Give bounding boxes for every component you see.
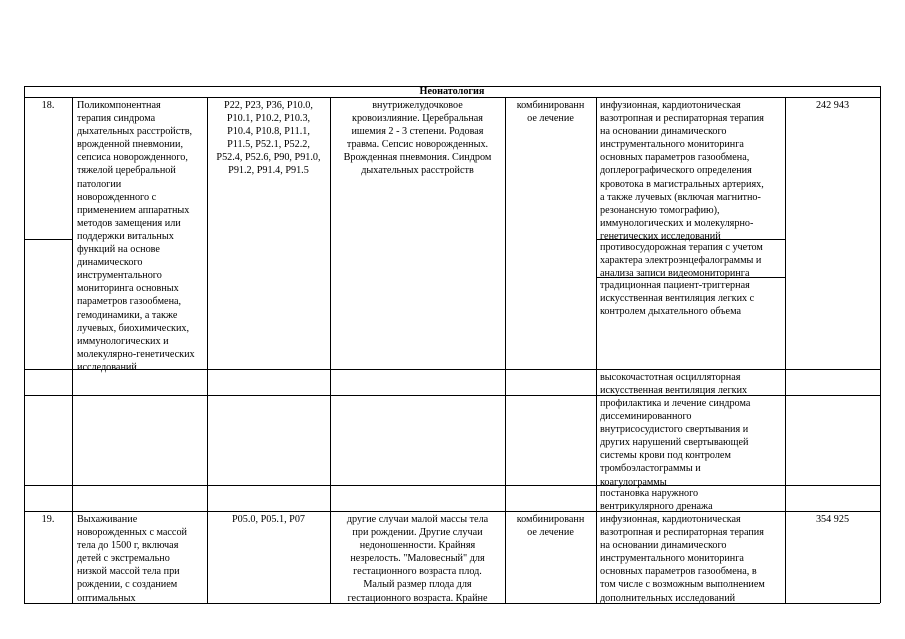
treatment-name: Выхаживание новорожденных с массой тела до 1500 г, включая детей с экстремально низкой массой тела при рождении, с созданием оптимальных xyxy=(77,514,188,604)
treatment-method: противосудорожная терапия с учетом характера электроэнцефалограммы и анализа записи видеомониторинга xyxy=(600,242,763,280)
treatment-method: инфузионная, кардиотоническая вазотропная и респираторная терапия на основании динамического инструментального мониторинга основных параметров газообмена, доплерографического определения кровотока в магистральных артериях, а также лучевых (включая магнитно- резонансную томографию), иммунологических и молекулярно- генетических исследований xyxy=(600,100,764,242)
treatment-name: Поликомпонентная терапия синдрома дыхательных расстройств, врожденной пневмонии, сепсиса новорожденного, тяжелой церебральной патологии новорожденного с применением аппаратных методов замещения или поддержки витальных функций на основе динамического инструментального мониторинга основных параметров газообмена, гемодинамики, а также лучевых, биохимических, иммунологических и молекулярно-генетических исследований xyxy=(77,100,195,373)
row-divider xyxy=(24,239,72,240)
column-border xyxy=(785,97,786,603)
treatment-type: комбинированн ое лечение xyxy=(516,100,585,125)
diagnosis-codes: P22, P23, P36, P10.0, P10.1, P10.2, P10.3, P10.4, P10.8, P11.1, P11.5, P52.1, P52.2, P52.4, P52.6, P90, P91.0, P91.2, P91.4, P91.5 xyxy=(216,100,321,177)
treatment-method: постановка наружного вентрикулярного дренажа xyxy=(600,488,713,513)
treatment-type: комбинированн ое лечение xyxy=(516,514,585,539)
column-border xyxy=(596,97,597,603)
column-border xyxy=(72,97,73,603)
section-title: Неонатология xyxy=(419,86,485,97)
column-border xyxy=(880,86,881,603)
treatment-method: профилактика и лечение синдрома диссеминированного внутрисосудистого свертывания и других нарушений свертывающей системы крови под контролем тромбоэластограммы и коагулограммы xyxy=(600,398,751,488)
diagnosis-codes: P05.0, P05.1, P07 xyxy=(231,514,306,525)
cost-value: 242 943 xyxy=(815,100,850,111)
patient-model: другие случаи малой массы тела при рождении. Другие случаи недоношенности. Крайняя незрелость. "Маловесный" для гестационного возраста плод. Малый размер плода для гестационного возраста. Крайне xyxy=(346,514,489,604)
cost-value: 354 925 xyxy=(815,514,850,525)
row-number: 18. xyxy=(41,100,55,111)
patient-model: внутрижелудочковое кровоизлияние. Церебральная ишемия 2 - 3 степени. Родовая травма. Сепсис новорожденных. Врожденная пневмония. Синдром дыхательных расстройств xyxy=(343,100,492,177)
treatment-method: традиционная пациент-триггерная искусственная вентиляция легких с контролем дыхательного объема xyxy=(600,280,755,318)
treatment-method: инфузионная, кардиотоническая вазотропная и респираторная терапия на основании динамического инструментального мониторинга основных параметров газообмена, в том числе с возможным выполнением дополнительных исследований xyxy=(600,514,765,604)
row-number: 19. xyxy=(41,514,55,525)
treatment-method: высокочастотная осцилляторная искусственная вентиляция легких xyxy=(600,372,748,397)
